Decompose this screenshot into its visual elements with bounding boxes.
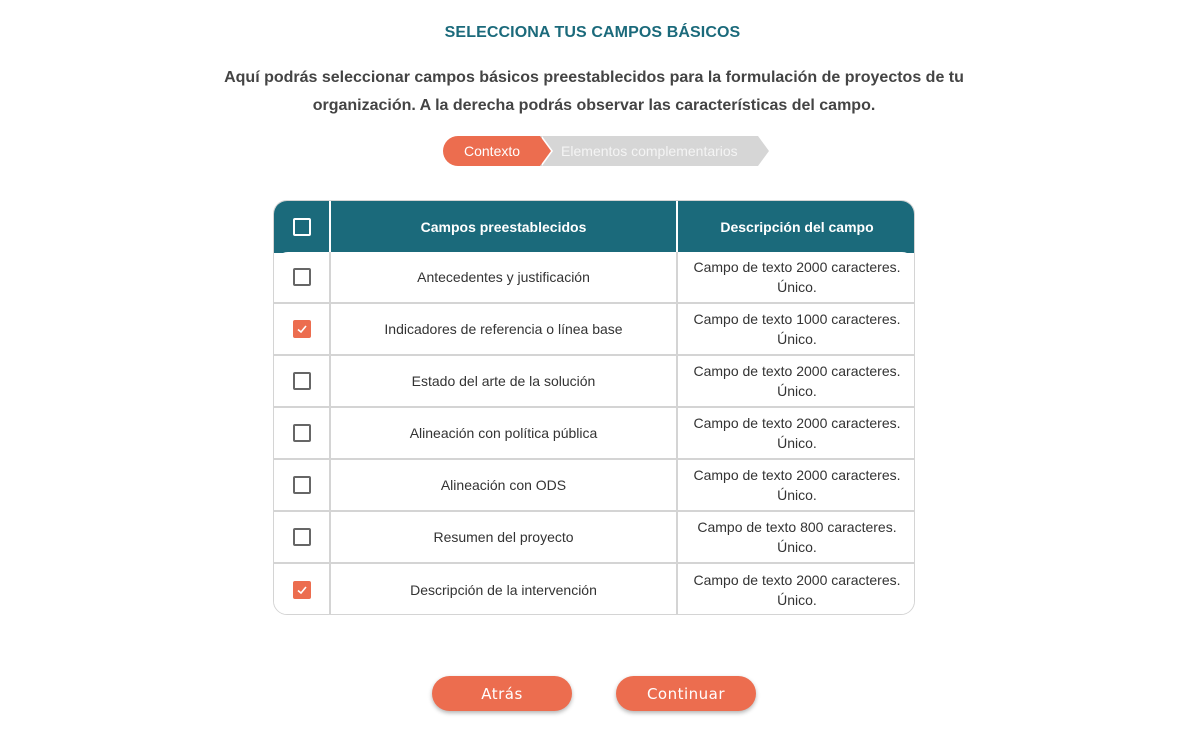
table-row xyxy=(274,252,915,304)
field-description xyxy=(678,512,915,562)
row-checkbox[interactable] xyxy=(293,528,311,546)
row-checkbox[interactable] xyxy=(293,372,311,390)
field-name: Alineación con política pública xyxy=(331,408,678,458)
fields-table xyxy=(273,200,915,615)
description-line: Único. xyxy=(777,435,817,451)
description-line: Campo de texto 1000 caracteres. xyxy=(693,311,901,327)
subtitle-line-2: organización. A la derecha podrás observar las características del campo. xyxy=(312,97,876,114)
description-line: Único. xyxy=(777,592,817,608)
row-checkbox[interactable] xyxy=(293,320,311,338)
row-checkbox[interactable] xyxy=(293,581,311,599)
page-title: SELECCIONA TUS CAMPOS BÁSICOS xyxy=(444,24,741,41)
step-progress xyxy=(443,136,758,166)
table-header xyxy=(274,201,915,253)
continue-button[interactable]: Continuar xyxy=(616,676,756,711)
table-row xyxy=(274,564,915,615)
step-contexto[interactable]: Contexto xyxy=(443,136,540,166)
description-line: Único. xyxy=(777,331,817,347)
subtitle-line-1: Aquí podrás seleccionar campos básicos preestablecidos para la formulación de proyectos de tu xyxy=(224,69,964,86)
row-checkbox[interactable] xyxy=(293,476,311,494)
field-description xyxy=(678,304,915,354)
description-line: Único. xyxy=(777,539,817,555)
row-checkbox[interactable] xyxy=(293,424,311,442)
header-select-cell xyxy=(274,201,331,253)
field-description xyxy=(678,252,915,302)
description-line: Único. xyxy=(777,383,817,399)
select-all-checkbox[interactable] xyxy=(293,218,311,236)
description-line: Campo de texto 2000 caracteres. xyxy=(693,363,901,379)
description-line: Campo de texto 800 caracteres. xyxy=(697,519,897,535)
field-description xyxy=(678,356,915,406)
step-elementos-complementarios[interactable]: Elementos complementarios xyxy=(540,136,758,166)
table-row xyxy=(274,356,915,408)
description-line: Único. xyxy=(777,487,817,503)
field-name: Indicadores de referencia o línea base xyxy=(331,304,678,354)
back-button[interactable]: Atrás xyxy=(432,676,572,711)
page-subtitle xyxy=(220,64,968,120)
description-line: Único. xyxy=(777,279,817,295)
column-header-fields: Campos preestablecidos xyxy=(331,201,678,253)
field-description xyxy=(678,408,915,458)
description-line: Campo de texto 2000 caracteres. xyxy=(693,259,901,275)
field-description xyxy=(678,460,915,510)
table-body xyxy=(274,252,915,615)
column-header-description: Descripción del campo xyxy=(720,219,874,235)
field-name: Estado del arte de la solución xyxy=(331,356,678,406)
field-name: Resumen del proyecto xyxy=(331,512,678,562)
row-checkbox[interactable] xyxy=(293,268,311,286)
check-icon xyxy=(296,323,308,335)
table-row xyxy=(274,408,915,460)
table-row xyxy=(274,460,915,512)
description-line: Campo de texto 2000 caracteres. xyxy=(693,467,901,483)
description-line: Campo de texto 2000 caracteres. xyxy=(693,415,901,431)
description-line: Campo de texto 2000 caracteres. xyxy=(693,572,901,588)
field-name: Descripción de la intervención xyxy=(331,564,678,615)
table-row xyxy=(274,512,915,564)
field-name: Alineación con ODS xyxy=(331,460,678,510)
field-description xyxy=(678,564,915,615)
table-row xyxy=(274,304,915,356)
field-name: Antecedentes y justificación xyxy=(331,252,678,302)
check-icon xyxy=(296,584,308,596)
